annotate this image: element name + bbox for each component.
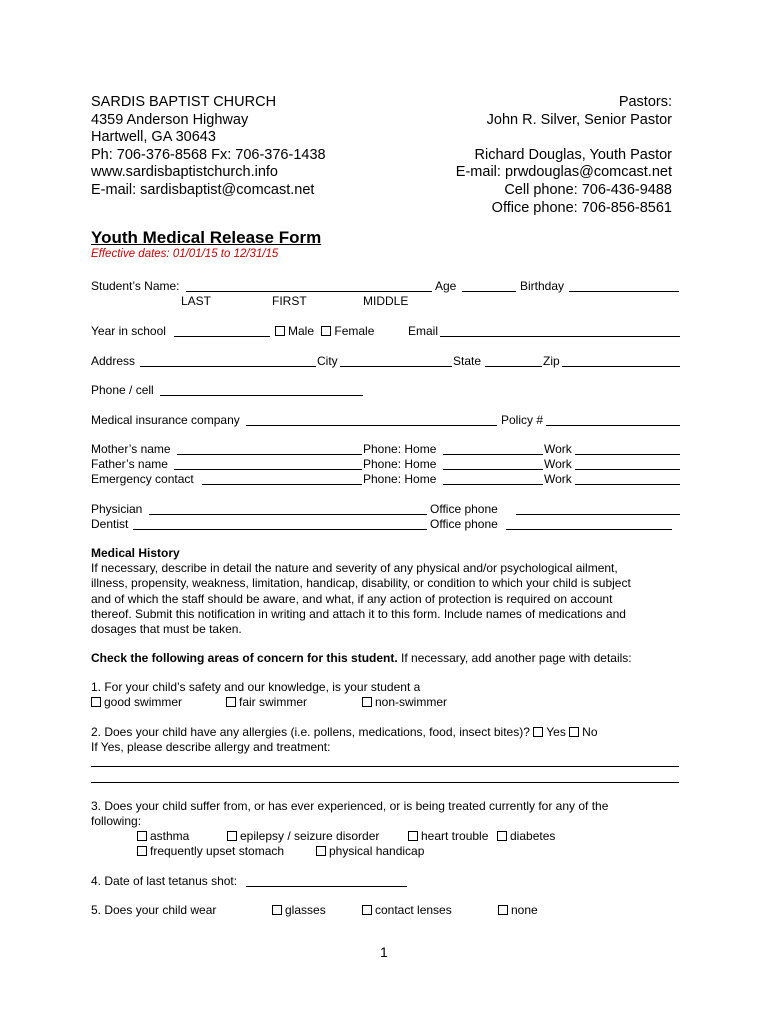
student-name-field[interactable] — [186, 291, 432, 292]
youth-pastor: Richard Douglas, Youth Pastor — [474, 146, 672, 163]
dentist-field[interactable] — [133, 529, 427, 530]
insurance-label: Medical insurance company — [91, 413, 240, 427]
mother-name-label: Mother’s name — [91, 442, 171, 456]
church-email: E-mail: sardisbaptist@comcast.net — [91, 181, 315, 198]
question-3-line-2: following: — [91, 814, 142, 828]
church-phone-fax: Ph: 706-376-8568 Fx: 706-376-1438 — [91, 146, 326, 163]
age-field[interactable] — [462, 291, 516, 292]
gender-options — [275, 324, 374, 339]
physical-handicap-option — [316, 844, 424, 859]
email-label: Email — [408, 324, 439, 338]
allergy-yes-checkbox[interactable] — [533, 727, 543, 737]
asthma-checkbox[interactable] — [137, 831, 147, 841]
emergency-work-label: Work — [544, 472, 572, 486]
form-title: Youth Medical Release Form — [91, 228, 322, 247]
glasses-label: glasses — [285, 903, 326, 917]
form-title-block — [91, 228, 321, 260]
upset-stomach-checkbox[interactable] — [137, 846, 147, 856]
father-phone-home-label: Phone: Home — [363, 457, 437, 471]
youth-pastor-email: E-mail: prwdouglas@comcast.net — [455, 164, 672, 181]
asthma-option — [137, 829, 189, 844]
allergy-yes-label: Yes — [546, 725, 566, 739]
pastors-info — [456, 94, 672, 217]
medical-history-line: thereof. Submit this notification in writing and attach it to this form. Include names of medications and — [91, 606, 626, 621]
heart-trouble-checkbox[interactable] — [408, 831, 418, 841]
medical-history-line: illness, propensity, weakness, limitation, handicap, disability, or condition to which your child is subject — [91, 576, 631, 591]
heart-trouble-option — [408, 829, 488, 844]
non-swimmer-checkbox[interactable] — [362, 697, 372, 707]
emergency-phone-home-label: Phone: Home — [363, 472, 437, 486]
address-field[interactable] — [140, 366, 316, 367]
allergy-no-checkbox[interactable] — [569, 727, 579, 737]
upset-stomach-option — [137, 844, 284, 859]
physician-label: Physician — [91, 502, 143, 516]
physical-handicap-checkbox[interactable] — [316, 846, 326, 856]
church-address-line1: 4359 Anderson Highway — [91, 111, 249, 128]
church-address-line2: Hartwell, GA 30643 — [91, 129, 216, 146]
question-1-text: 1. For your child’s safety and our knowledge, is your student a — [91, 680, 421, 694]
medical-history-line: and of which the staff should be aware, and what, if any action of protection is required on account — [91, 591, 613, 606]
contact-lenses-checkbox[interactable] — [362, 905, 372, 915]
good-swimmer-label: good swimmer — [104, 695, 183, 709]
father-work-label: Work — [544, 457, 572, 471]
fair-swimmer-option — [226, 695, 307, 710]
allergy-description-line-2[interactable] — [91, 782, 679, 783]
question-2-row — [91, 725, 598, 740]
insurance-field[interactable] — [246, 425, 497, 426]
policy-label: Policy # — [501, 413, 544, 427]
father-work-field[interactable] — [575, 469, 680, 470]
father-name-field[interactable] — [174, 469, 362, 470]
phone-cell-field[interactable] — [160, 395, 363, 396]
emergency-contact-label: Emergency contact — [91, 472, 194, 486]
phone-cell-label: Phone / cell — [91, 383, 154, 397]
last-name-caption: LAST — [181, 294, 212, 308]
glasses-option — [272, 903, 326, 918]
glasses-checkbox[interactable] — [272, 905, 282, 915]
church-website: www.sardisbaptistchurch.info — [91, 164, 278, 181]
effective-dates: Effective dates: 01/01/15 to 12/31/15 — [91, 248, 279, 260]
mother-work-field[interactable] — [575, 454, 680, 455]
male-label: Male — [288, 324, 315, 338]
mother-phone-home-label: Phone: Home — [363, 442, 437, 456]
page-number: 1 — [380, 944, 388, 960]
emergency-work-field[interactable] — [575, 484, 680, 485]
emergency-phone-home-field[interactable] — [443, 484, 543, 485]
physician-office-phone-label: Office phone — [430, 502, 498, 516]
question-4-text: 4. Date of last tetanus shot: — [91, 874, 238, 888]
state-field[interactable] — [485, 366, 542, 367]
none-checkbox[interactable] — [498, 905, 508, 915]
diabetes-label: diabetes — [510, 829, 556, 843]
mother-phone-home-field[interactable] — [443, 454, 543, 455]
contact-lenses-option — [362, 903, 452, 918]
physician-field[interactable] — [149, 514, 427, 515]
church-name: SARDIS BAPTIST CHURCH — [91, 94, 277, 110]
allergy-followup-text: If Yes, please describe allergy and treatment: — [91, 740, 331, 754]
city-label: City — [317, 354, 338, 368]
medical-history-line: If necessary, describe in detail the nature and severity of any physical and/or psychological ailment, — [91, 561, 618, 576]
physical-handicap-label: physical handicap — [329, 844, 425, 858]
youth-pastor-office: Office phone: 706-856-8561 — [491, 199, 672, 216]
birthday-field[interactable] — [569, 291, 679, 292]
father-phone-home-field[interactable] — [443, 469, 543, 470]
non-swimmer-label: non-swimmer — [375, 695, 448, 709]
medical-history-line: dosages that must be taken. — [91, 622, 242, 637]
mother-name-field[interactable] — [177, 454, 362, 455]
zip-field[interactable] — [562, 366, 680, 367]
emergency-contact-field[interactable] — [202, 484, 362, 485]
youth-pastor-cell: Cell phone: 706-436-9488 — [504, 181, 672, 198]
year-in-school-field[interactable] — [174, 336, 270, 337]
policy-field[interactable] — [546, 425, 680, 426]
question-2-text: 2. Does your child have any allergies (i.e. pollens, medications, food, insect bites)? — [91, 725, 530, 739]
senior-pastor: John R. Silver, Senior Pastor — [486, 111, 672, 128]
father-name-label: Father’s name — [91, 457, 168, 471]
city-field[interactable] — [340, 366, 452, 367]
concern-rest-text: If necessary, add another page with details: — [397, 651, 632, 665]
epilepsy-option — [227, 829, 379, 844]
male-checkbox[interactable] — [275, 326, 285, 336]
epilepsy-checkbox[interactable] — [227, 831, 237, 841]
fair-swimmer-checkbox[interactable] — [226, 697, 236, 707]
middle-name-caption: MIDDLE — [363, 294, 409, 308]
question-5-text: 5. Does your child wear — [91, 903, 217, 917]
age-label: Age — [435, 279, 457, 293]
student-name-label: Student’s Name: — [91, 279, 180, 293]
contact-lenses-label: contact lenses — [375, 903, 452, 917]
year-in-school-label: Year in school — [91, 324, 166, 338]
question-3-line-1: 3. Does your child suffer from, or has ever experienced, or is being treated currently for any of the — [91, 799, 609, 813]
allergy-no-label: No — [582, 725, 598, 739]
church-info — [91, 94, 326, 200]
non-swimmer-option — [362, 695, 447, 710]
diabetes-option — [497, 829, 555, 844]
state-label: State — [453, 354, 482, 368]
asthma-label: asthma — [150, 829, 190, 843]
upset-stomach-label: frequently upset stomach — [150, 844, 285, 858]
good-swimmer-checkbox[interactable] — [91, 697, 101, 707]
none-option — [498, 903, 538, 918]
physician-office-phone-field[interactable] — [516, 514, 680, 515]
tetanus-date-field[interactable] — [246, 886, 407, 887]
pastors-heading: Pastors: — [618, 94, 672, 110]
first-name-caption: FIRST — [272, 294, 307, 308]
swimmer-options — [91, 695, 182, 710]
fair-swimmer-label: fair swimmer — [239, 695, 307, 709]
diabetes-checkbox[interactable] — [497, 831, 507, 841]
concern-bold-text: Check the following areas of concern for this student. — [91, 651, 398, 665]
medical-history-heading: Medical History — [91, 546, 180, 560]
birthday-label: Birthday — [520, 279, 565, 293]
zip-label: Zip — [543, 354, 560, 368]
medical-history-section — [91, 546, 671, 637]
allergy-description-line-1[interactable] — [91, 766, 679, 767]
dentist-office-phone-label: Office phone — [430, 517, 498, 531]
female-checkbox[interactable] — [321, 326, 331, 336]
dentist-label: Dentist — [91, 517, 129, 531]
dentist-office-phone-field[interactable] — [506, 529, 672, 530]
mother-work-label: Work — [544, 442, 572, 456]
heart-trouble-label: heart trouble — [421, 829, 489, 843]
female-label: Female — [334, 324, 375, 338]
none-label: none — [511, 903, 538, 917]
email-field[interactable] — [440, 336, 680, 337]
concern-instructions — [91, 651, 632, 666]
address-label: Address — [91, 354, 136, 368]
epilepsy-label: epilepsy / seizure disorder — [240, 829, 380, 843]
